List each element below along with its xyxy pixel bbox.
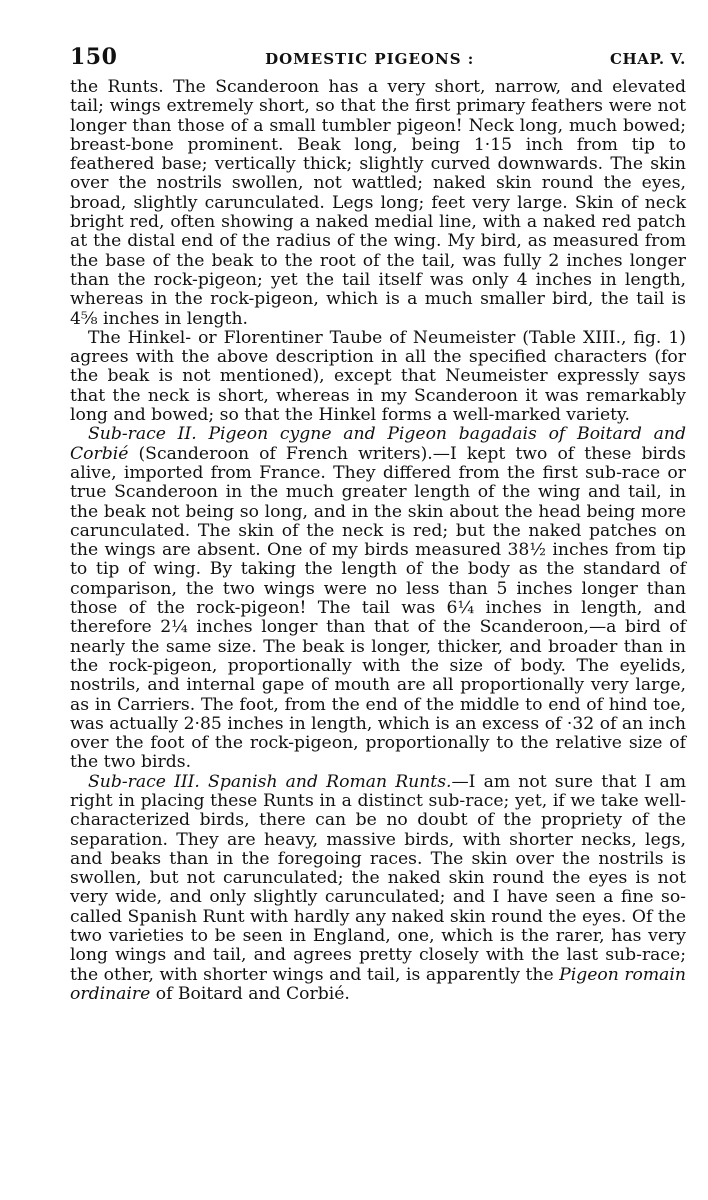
sub-race-3-heading: Sub-race III. Spanish and Roman Runts. (88, 771, 452, 792)
paragraph-sub-race-2 (70, 425, 686, 772)
sub-race-2-text: (Scanderoon of French writers).—I kept two of these birds alive, imported from France. They differed from the first sub-race or true Scanderoon in the much greater length of the wing and tail, in the beak not being so long, and in the skin about the head being more carunculated. The skin of the neck is red; but the naked patches on the wings are absent. One of my birds measured 38½ inches from tip to tip of wing. By taking the length of the body as the standard of comparison, the two wings were no less than 5 inches longer than those of the rock-pigeon! The tail was 6¼ inches in length, and therefore 2¼ inches longer than that of the Scanderoon,—a bird of nearly the same size. The beak is longer, thicker, and broader than in the rock-pigeon, proportionally with the size of body. The eyelids, nostrils, and internal gape of mouth are all proportionally very large, as in Carriers. The foot, from the end of the middle to end of hind toe, was actually 2·85 inches in length, which is an excess of ·32 of an inch over the foot of the rock-pigeon, proportionally to the relative size of the two birds. (70, 443, 686, 773)
paragraph-scanderoon: the Runts. The Scanderoon has a very short, narrow, and elevated tail; wings extremely short, so that the first primary feathers were not longer than those of a small tumbler pigeon! Neck long, much bowed; breast-bone prominent. Beak long, being 1·15 inch from tip to feathered base; vertically thick; slightly curved downwards. The skin over the nostrils swollen, not wattled; naked skin round the eyes, broad, slightly carunculated. Legs long; feet very large. Skin of neck bright red, often showing a naked medial line, with a naked red patch at the distal end of the radius of the wing. My bird, as measured from the base of the beak to the root of the tail, was fully 2 inches longer than the rock-pigeon; yet the tail itself was only 4 inches in length, whereas in the rock-pigeon, which is a much smaller bird, the tail is 4⅝ inches in length. (70, 77, 686, 329)
sub-race-3-end: of Boitard and Corbié. (150, 983, 350, 1004)
sub-race-3-text: —I am not sure that I am right in placing these Runts in a distinct sub-race; yet, if we take well-characterized birds, there can be no doubt of the propriety of the separation. They are heavy, massive birds, with shorter necks, legs, and beaks than in the foregoing races. The skin over the nostrils is swollen, but not carunculated; the naked skin round the eyes is not very wide, and only slightly carunculated; and I have seen a fine so-called Spanish Runt with hardly any naked skin round the eyes. Of the two varieties to be seen in England, one, which is the rarer, has very long wings and tail, and agrees pretty closely with the last sub-race; the other, with shorter wings and tail, is apparently the (70, 771, 686, 985)
page-number: 150 (70, 44, 118, 70)
paragraph-sub-race-3 (70, 773, 686, 1005)
body-text (70, 78, 686, 1004)
running-title: DOMESTIC PIGEONS : (265, 50, 475, 68)
sub-race-2-heading: Sub-race II. Pigeon cygne and Pigeon bagadais of Boitard and Corbié (70, 424, 686, 464)
page-header (70, 44, 686, 76)
pigeon-romain-term: Pigeon romain ordinaire (70, 964, 686, 1004)
paragraph-hinkel: The Hinkel- or Florentiner Taube of Neumeister (Table XIII., fig. 1) agrees with the above description in all the specified characters (for the beak is not mentioned), except that Neumeister expressly says that the neck is short, whereas in my Scanderoon it was remarkably long and bowed; so that the Hinkel forms a well-marked variety. (70, 327, 686, 426)
chapter-label: CHAP. V. (609, 50, 686, 68)
